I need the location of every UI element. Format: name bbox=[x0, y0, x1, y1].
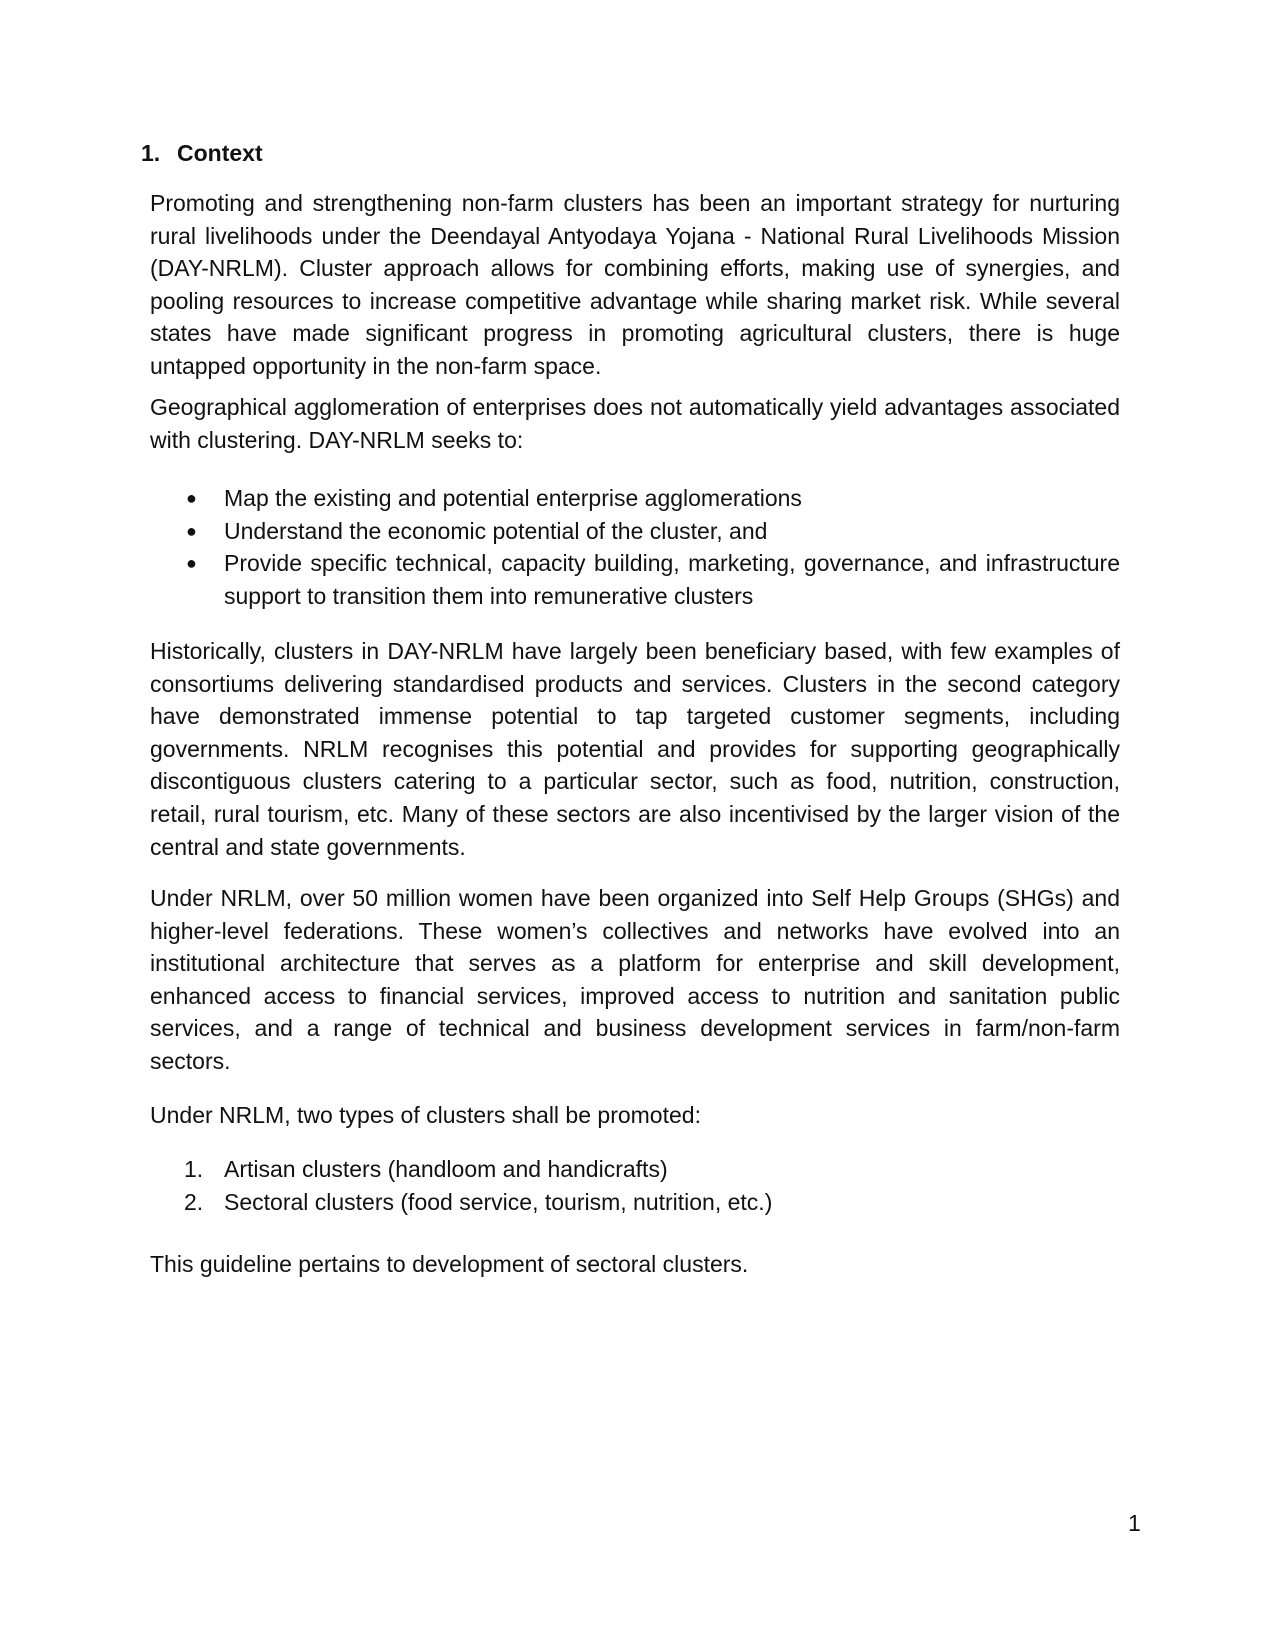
list-item bbox=[150, 1186, 1120, 1219]
section-title: Context bbox=[177, 140, 263, 166]
paragraph-intro: Promoting and strengthening non-farm clusters has been an important strategy for nurturing rural livelihoods under the Deendayal Antyodaya Yojana - National Rural Livelihoods Mission (DAY-NRLM). Cluster approach allows for combining efforts, making use of synergies, and pooling resources to increase competitive advantage while sharing market risk. While several states have made significant progress in promoting agricultural clusters, there is huge untapped opportunity in the non-farm space. bbox=[150, 190, 1120, 379]
list-text: Artisan clusters (handloom and handicrafts) bbox=[224, 1156, 668, 1182]
list-item bbox=[150, 482, 1120, 515]
bullet-text: Map the existing and potential enterprise agglomerations bbox=[224, 485, 802, 511]
paragraph-shgs: Under NRLM, over 50 million women have been organized into Self Help Groups (SHGs) and higher-level federations. These women’s collectives and networks have evolved into an institutional architecture that serves as a platform for enterprise and skill development, enhanced access to financial services, improved access to nutrition and sanitation public services, and a range of technical and business development services in farm/non-farm sectors. bbox=[150, 885, 1120, 1074]
list-number: 1. bbox=[184, 1156, 204, 1182]
section-heading bbox=[141, 138, 263, 168]
list-item bbox=[150, 547, 1120, 612]
paragraph-guideline-scope: This guideline pertains to development of sectoral clusters. bbox=[150, 1251, 749, 1277]
cluster-types-list bbox=[150, 1153, 1120, 1218]
paragraph-history: Historically, clusters in DAY-NRLM have largely been beneficiary based, with few examples of consortiums delivering standardised products and services. Clusters in the second category have demonstrated immense potential to tap targeted customer segments, including governments. NRLM recognises this potential and provides for supporting geographically discontiguous clusters catering to a particular sector, such as food, nutrition, construction, retail, rural tourism, etc. Many of these sectors are also incentivised by the larger vision of the central and state governments. bbox=[150, 638, 1120, 860]
list-item bbox=[150, 1153, 1120, 1186]
bullet-marker: ● bbox=[186, 520, 197, 541]
bullet-marker: ● bbox=[186, 488, 197, 508]
bullet-text: Provide specific technical, capacity building, marketing, governance, and infrastructure support to transition them into remunerative clusters bbox=[224, 550, 1120, 609]
list-number: 2. bbox=[184, 1188, 204, 1215]
list-item bbox=[150, 515, 1120, 548]
page-number: 1 bbox=[1128, 1510, 1141, 1536]
section-number: 1. bbox=[141, 140, 161, 166]
bullet-text: Understand the economic potential of the cluster, and bbox=[224, 517, 768, 544]
objectives-bullet-list bbox=[150, 482, 1120, 612]
bullet-marker: ● bbox=[186, 553, 197, 574]
paragraph-agglomeration: Geographical agglomeration of enterprises does not automatically yield advantages associated with clustering. DAY-NRLM seeks to: bbox=[150, 394, 1120, 453]
list-text: Sectoral clusters (food service, tourism, nutrition, etc.) bbox=[224, 1188, 773, 1215]
paragraph-cluster-types-intro: Under NRLM, two types of clusters shall be promoted: bbox=[150, 1102, 701, 1128]
